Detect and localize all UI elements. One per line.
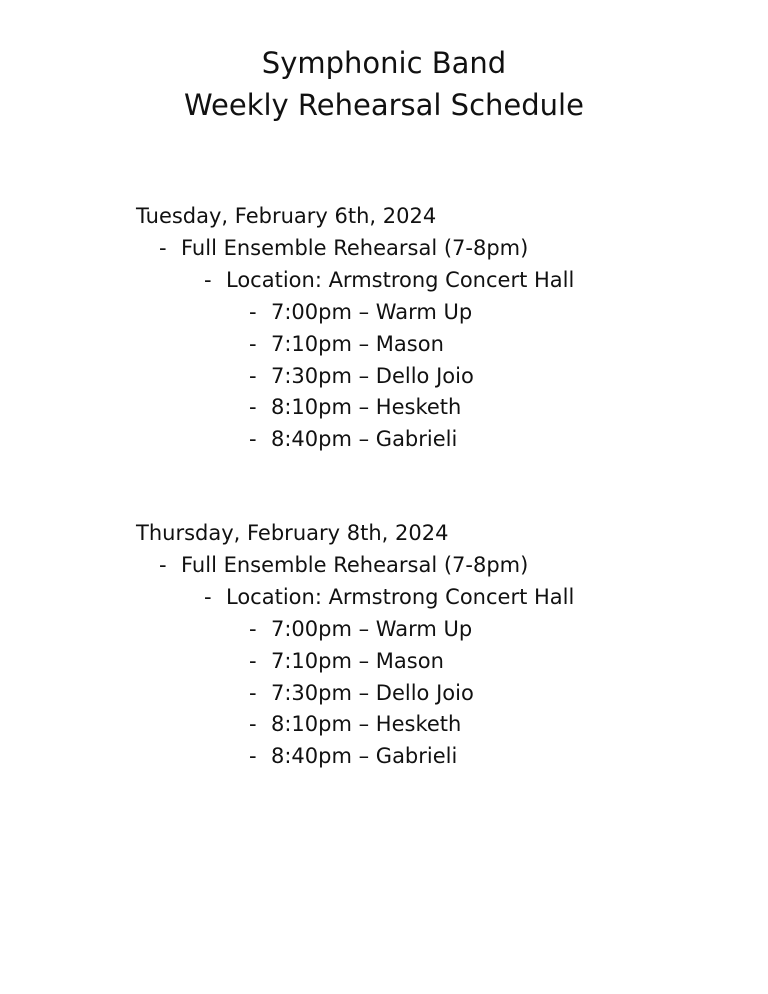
schedule-item bbox=[0, 360, 768, 392]
schedule-item-text: 8:10pm – Hesketh bbox=[271, 395, 462, 419]
rehearsal-label: Full Ensemble Rehearsal (7-8pm) bbox=[181, 236, 529, 260]
bullet-dash: - bbox=[249, 617, 257, 641]
bullet-dash: - bbox=[204, 268, 212, 292]
schedule-item-text: 7:30pm – Dello Joio bbox=[271, 681, 474, 705]
bullet-dash: - bbox=[249, 395, 257, 419]
location-item bbox=[0, 581, 768, 613]
schedule-item-text: 8:10pm – Hesketh bbox=[271, 712, 462, 736]
location-label: Location: Armstrong Concert Hall bbox=[226, 268, 575, 292]
schedule-item-text: 7:10pm – Mason bbox=[271, 649, 444, 673]
rehearsal-label: Full Ensemble Rehearsal (7-8pm) bbox=[181, 553, 529, 577]
location-item bbox=[0, 264, 768, 296]
bullet-dash: - bbox=[249, 681, 257, 705]
day-date: Thursday, February 8th, 2024 bbox=[136, 521, 449, 545]
schedule-item bbox=[0, 328, 768, 360]
schedule-item bbox=[0, 708, 768, 740]
bullet-dash: - bbox=[204, 585, 212, 609]
schedule-item bbox=[0, 645, 768, 677]
bullet-dash: - bbox=[249, 744, 257, 768]
schedule-item-text: 8:40pm – Gabrieli bbox=[271, 744, 458, 768]
schedule-item-text: 8:40pm – Gabrieli bbox=[271, 427, 458, 451]
bullet-dash: - bbox=[249, 332, 257, 356]
rehearsal-item bbox=[0, 232, 768, 264]
bullet-dash: - bbox=[249, 712, 257, 736]
bullet-dash: - bbox=[249, 300, 257, 324]
title-line-1: Symphonic Band bbox=[261, 46, 507, 80]
schedule-item-text: 7:00pm – Warm Up bbox=[271, 300, 473, 324]
title-line-2: Weekly Rehearsal Schedule bbox=[184, 88, 584, 122]
location-label: Location: Armstrong Concert Hall bbox=[226, 585, 575, 609]
bullet-dash: - bbox=[159, 236, 167, 260]
bullet-dash: - bbox=[249, 364, 257, 388]
schedule-item-text: 7:00pm – Warm Up bbox=[271, 617, 473, 641]
schedule-item bbox=[0, 423, 768, 455]
schedule-item bbox=[0, 677, 768, 709]
schedule-item-text: 7:10pm – Mason bbox=[271, 332, 444, 356]
document-title bbox=[0, 42, 768, 126]
schedule-item bbox=[0, 740, 768, 772]
schedule-item bbox=[0, 613, 768, 645]
bullet-dash: - bbox=[249, 427, 257, 451]
bullet-dash: - bbox=[249, 649, 257, 673]
schedule-item bbox=[0, 296, 768, 328]
schedule-item bbox=[0, 391, 768, 423]
bullet-dash: - bbox=[159, 553, 167, 577]
day-date: Tuesday, February 6th, 2024 bbox=[136, 204, 437, 228]
schedule-item-text: 7:30pm – Dello Joio bbox=[271, 364, 474, 388]
rehearsal-item bbox=[0, 549, 768, 581]
